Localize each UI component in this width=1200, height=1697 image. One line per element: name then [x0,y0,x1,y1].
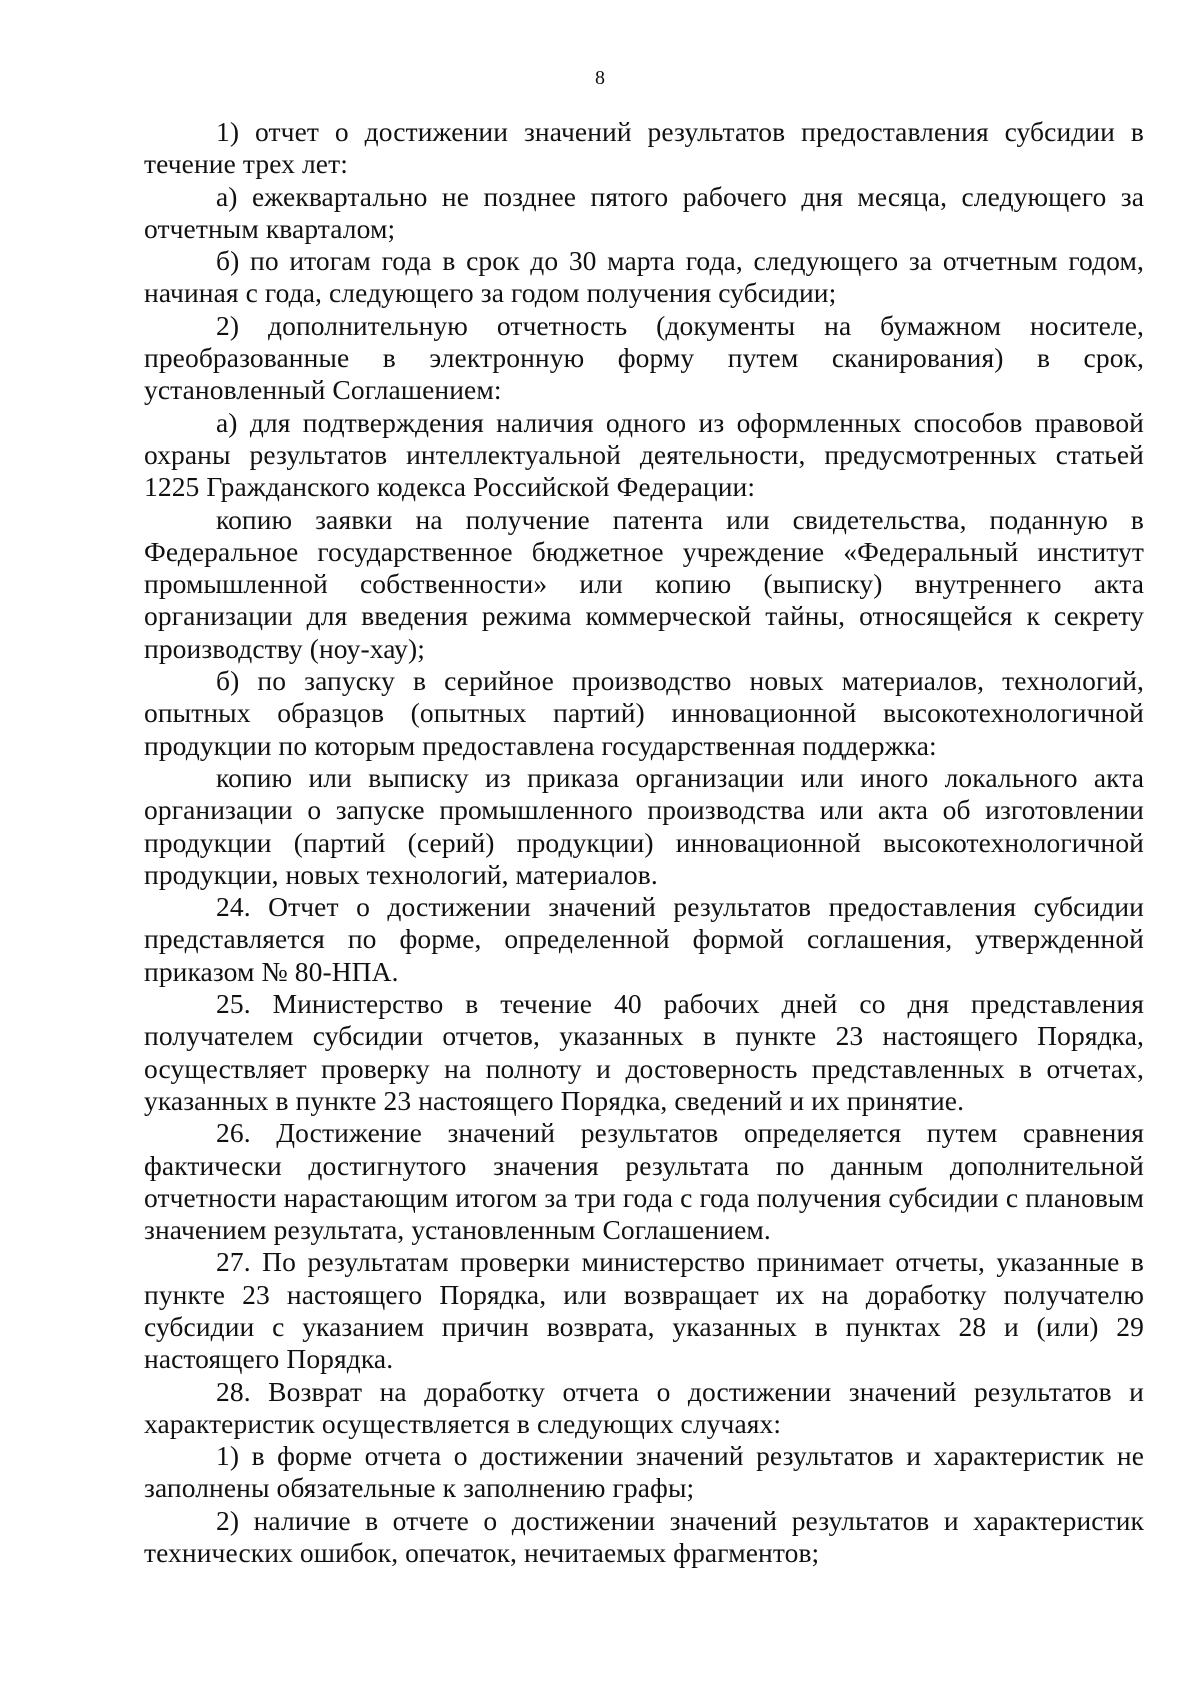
document-body [144,116,1144,1569]
page-number: 8 [595,67,605,89]
paragraph-clause-28-item-1: 1) в форме отчета о достижении значений результатов и характеристик не заполнены обязательные к заполнению графы; [144,1440,1144,1504]
paragraph-serial-production: б) по запуску в серийное производство новых материалов, технологий, опытных образцов (опытных партий) инновационной высокотехнологичной продукции по которым предоставлена государственная поддержка: [144,665,1144,761]
paragraph-clause-24: 24. Отчет о достижении значений результатов предоставления субсидии представляется по форме, определенной формой соглашения, утвержденной приказом № 80-НПА. [144,891,1144,987]
paragraph-legal-protection: а) для подтверждения наличия одного из оформленных способов правовой охраны результатов интеллектуальной деятельности, предусмотренных статьей 1225 Гражданского кодекса Российской Федерации: [144,406,1144,503]
paragraph-quarterly: а) ежеквартально не позднее пятого рабочего дня месяца, следующего за отчетным кварталом; [144,180,1144,244]
paragraph-report-results: 1) отчет о достижении значений результатов предоставления субсидии в течение трех лет: [144,116,1144,180]
paragraph-annual: б) по итогам года в срок до 30 марта года, следующего за отчетным годом, начиная с года, следующего за годом получения субсидии; [144,245,1144,309]
paragraph-order-copy: копию или выписку из приказа организации или иного локального акта организации о запуске промышленного производства или акта об изготовлении продукции (партий (серий) продукции) инновационной высокотехнологичной продукции, новых технологий, материалов. [144,761,1144,890]
paragraph-clause-28-item-2: 2) наличие в отчете о достижении значений результатов и характеристик технических ошибок, опечаток, нечитаемых фрагментов; [144,1504,1144,1569]
paragraph-clause-26: 26. Достижение значений результатов определяется путем сравнения фактически достигнутого значения результата по данным дополнительной отчетности нарастающим итогом за три года с года получения субсидии с плановым значением результата, установленным Соглашением. [144,1117,1144,1246]
paragraph-patent-application: копию заявки на получение патента или свидетельства, поданную в Федеральное государственное бюджетное учреждение «Федеральный институт промышленной собственности» или копию (выписку) внутреннего акта организации для введения режима коммерческой тайны, относящейся к секрету производству (ноу-хау); [144,503,1144,664]
paragraph-clause-28: 28. Возврат на доработку отчета о достижении значений результатов и характеристик осуществляется в следующих случаях: [144,1375,1144,1439]
paragraph-additional-reporting: 2) дополнительную отчетность (документы на бумажном носителе, преобразованные в электронную форму путем сканирования) в срок, установленный Соглашением: [144,309,1144,406]
paragraph-clause-27: 27. По результатам проверки министерство принимает отчеты, указанные в пункте 23 настоящего Порядка, или возвращает их на доработку получателю субсидии с указанием причин возврата, указанных в пунктах 28 и (или) 29 настоящего Порядка. [144,1246,1144,1375]
paragraph-clause-25: 25. Министерство в течение 40 рабочих дней со дня представления получателем субсидии отчетов, указанных в пункте 23 настоящего Порядка, осуществляет проверку на полноту и достоверность представленных в отчетах, указанных в пункте 23 настоящего Порядка, сведений и их принятие. [144,988,1144,1116]
